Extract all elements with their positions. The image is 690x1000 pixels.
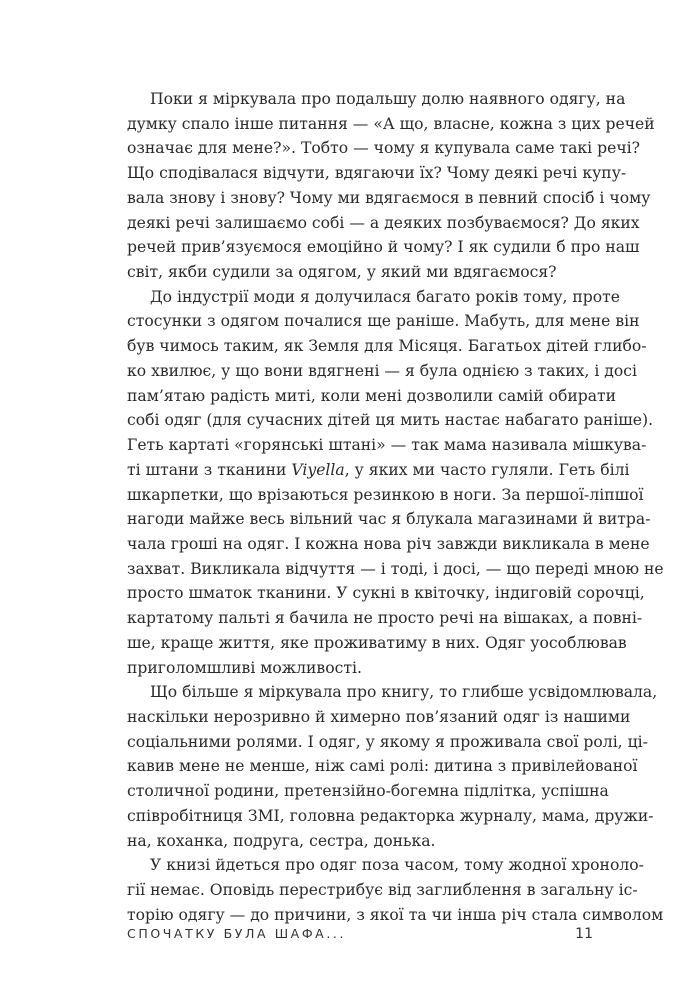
text-line: нагоди майже весь вільний час я блукала магазинами й витра- [127, 510, 651, 529]
page-number: 11 [575, 926, 593, 942]
text-line: на, коханка, подруга, сестра, донька. [127, 831, 436, 850]
text-line: пам’ятаю радість миті, коли мені дозволили самій обирати [127, 386, 617, 405]
text-line: означає для мене?». Тобто — чому я купувала саме такі речі? [127, 139, 640, 158]
text-line: чала гроші на одяг. І кожна нова річ завжди викликала в мене [127, 534, 650, 553]
text-line: вала знову і знову? Чому ми вдягаємося в певний спосіб і чому [127, 188, 651, 207]
text-line: стосунки з одягом почалися ще раніше. Мабуть, для мене він [127, 312, 640, 331]
text-line: До індустрії моди я долучилася багато років тому, проте [150, 287, 621, 306]
text-line: Що більше я міркувала про книгу, то глибше усвідомлювала, [150, 683, 658, 702]
text-line: захват. Викликала відчуття — і тоді, і досі, — що переді мною не [127, 559, 664, 578]
text-line: шкарпетки, що врізаються резинкою в ноги. За першої-ліпшої [127, 485, 644, 504]
text-line: Поки я міркувала про подальшу долю наявного одягу, на [150, 90, 626, 108]
text-line: речей прив’язуємося емоційно й чому? І як судили б про наш [127, 238, 640, 257]
text-line: гії немає. Оповідь перестрибує від заглиблення в загальну іс- [127, 881, 638, 899]
text-line: картатому пальті я бачила не просто речі на вішаках, а повні- [127, 609, 643, 628]
text-line: Що сподівалася відчути, вдягаючи їх? Чому деякі речі купу- [127, 164, 627, 183]
running-head: СПОЧАТКУ БУЛА ШАФА... [127, 926, 347, 941]
text-line: кавив мене не менше, ніж самі ролі: дитина з привілейованої [127, 757, 638, 776]
text-line: світ, якби судили за одягом, у який ми вдягаємося? [127, 263, 557, 282]
text-line: ко хвилює, у що вони вдягнені — я була однією з таких, і досі [127, 361, 638, 380]
text-line: приголомшливі можливості. [127, 658, 362, 677]
text-line: наскільки нерозривно й химерно пов’язаний одяг із нашими [127, 707, 631, 726]
text-line: торію одягу — до причини, з якої та чи інша річ стала символом [127, 905, 664, 924]
text-line: просто шматок тканини. У сукні в квіточку, індиговій сорочці, [127, 584, 645, 603]
text-line: У книзі йдеться про одяг поза часом, тому жодної хроноло- [150, 856, 644, 875]
italic-brand-name: Viyella [291, 460, 345, 479]
text-line [127, 458, 630, 483]
text-line: співробітниця ЗМІ, головна редакторка журналу, мама, дружи- [127, 806, 654, 825]
body-text [127, 87, 664, 927]
text-line: ше, краще життя, яке проживатиму в них. Одяг уособлював [127, 633, 627, 652]
text-line: деякі речі залишаємо собі — а деяких позбуваємося? До яких [127, 213, 640, 232]
text-line: собі одяг (для сучасних дітей ця мить настає набагато раніше). [127, 411, 654, 430]
text-segment: ті штани з тканини [127, 460, 292, 479]
text-line: був чимось таким, як Земля для Місяця. Багатьох дітей глибо- [127, 337, 647, 356]
text-line: соціальними ролями. І одяг, у якому я проживала свої ролі, ці- [127, 732, 648, 751]
text-line: Геть картаті «горянські штані» — так мама називала мішкува- [127, 436, 647, 455]
text-line: столичної родини, претензійно-богемна підлітка, успішна [127, 782, 609, 801]
text-line: думку спало інше питання — «А що, власне, кожна з цих речей [127, 114, 655, 133]
text-segment: , у яких ми часто гуляли. Геть білі [344, 460, 630, 479]
